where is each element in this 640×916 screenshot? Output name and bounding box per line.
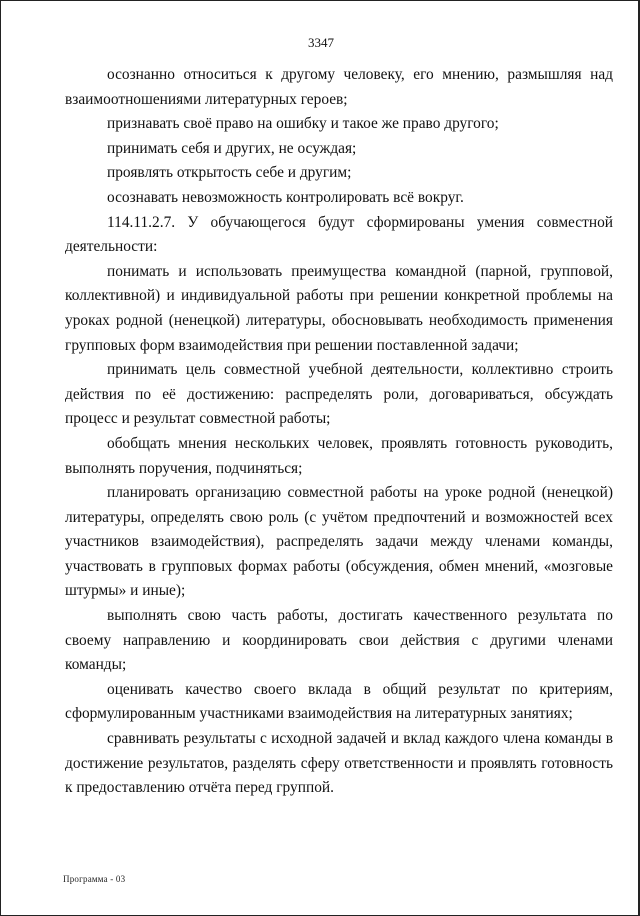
paragraph: сравнивать результаты с исходной задачей и вклад каждого члена команды в достижение результатов, разделять сферу ответственности и проявлять готовность к предоставлению отчёта перед группой. xyxy=(65,730,613,797)
paragraph: признавать своё право на ошибку и такое же право другого; xyxy=(107,115,499,133)
paragraph: оценивать качество своего вклада в общий результат по критериям, сформулированным участниками взаимодействия на литературных занятиях; xyxy=(65,680,613,723)
paragraph: осознанно относиться к другому человеку, его мнению, размышляя над взаимоотношениями литературных героев; xyxy=(65,66,613,108)
paragraph: принимать себя и других, не осуждая; xyxy=(107,139,357,157)
footer-label: Программа - 03 xyxy=(63,874,126,884)
paragraph: понимать и использовать преимущества командной (парной, групповой, коллективной) и индивидуальной работы при решении конкретной проблемы на уроках родной (ненецкой) литературы, обосновывать необходимость применения групповых форм взаимодействия при решении поставленной задачи; xyxy=(65,262,613,354)
paragraph: обобщать мнения нескольких человек, проявлять готовность руководить, выполнять поручения, подчиняться; xyxy=(65,434,613,477)
page-number: 3347 xyxy=(308,35,334,50)
paragraph: принимать цель совместной учебной деятельности, коллективно строить действия по её достижению: распределять роли, договариваться, обсуждать процесс и результат совместной работы; xyxy=(65,361,613,428)
paragraph: планировать организацию совместной работы на уроке родной (ненецкой) литературы, определять свою роль (с учётом предпочтений и возможностей всех участников взаимодействия), распределять задачи между членами команды, участвовать в групповых формах работы (обсуждения, обмен мнений, «мозговые штурмы» и иные); xyxy=(65,484,613,600)
paragraph: выполнять свою часть работы, достигать качественного результата по своему направлению и координировать свои действия с другими членами команды; xyxy=(65,607,613,674)
section-heading: 114.11.2.7. У обучающегося будут сформированы умения совместной деятельности: xyxy=(65,213,613,256)
document-body xyxy=(65,63,613,801)
paragraph: осознавать невозможность контролировать всё вокруг. xyxy=(107,188,464,206)
paragraph: проявлять открытость себе и другим; xyxy=(107,164,352,182)
